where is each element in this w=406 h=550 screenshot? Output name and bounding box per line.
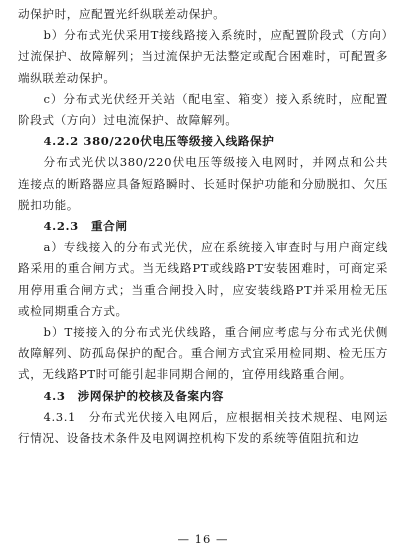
paragraph-continuation: 动保护时，应配置光纤纵联差动保护。 bbox=[18, 7, 226, 21]
paragraph-380-220-protection: 分布式光伏以380/220伏电压等级接入电网时，并网点和公共连接点的断路器应具备短路瞬时、长延时保护功能和分励脱扣、欠压脱扣功能。 bbox=[18, 155, 388, 212]
paragraph-reclosing-a: a）专线接入的分布式光伏，应在系统接入审查时与用户商定线路采用的重合闸方式。当无线路PT或线路PT安装困难时，可商定采用停用重合闸方式；当重合闸投入时，应安装线路PT并采用检无压或检同期重合方式。 bbox=[18, 240, 388, 318]
paragraph-item-c-switch-station: c）分布式光伏经开关站（配电室、箱变）接入系统时，应配置阶段式（方向）过电流保护、故障解列。 bbox=[18, 91, 388, 128]
paragraph-reclosing-b: b）T接接入的分布式光伏线路，重合闸应考虑与分布式光伏侧故障解列、防孤岛保护的配合。重合闸方式宜采用检同期、检无压方式，无线路PT时可能引起非同期合闸的，宜停用线路重合闸。 bbox=[18, 325, 388, 382]
page-number: — 16 — bbox=[177, 532, 229, 546]
section-heading-4-3: 4.3 涉网保护的校核及备案内容 bbox=[43, 388, 225, 403]
section-heading-4-2-3: 4.2.3 重合闸 bbox=[43, 219, 128, 234]
section-heading-4-2-2: 4.2.2 380/220伏电压等级接入线路保护 bbox=[43, 134, 275, 149]
paragraph-item-b-t-connection: b）分布式光伏采用T接线路接入系统时，应配置阶段式（方向）过流保护、故障解列；当过流保护无法整定或配合困难时，可配置多端纵联差动保护。 bbox=[18, 28, 388, 85]
paragraph-4-3-1: 4.3.1 分布式光伏接入电网后，应根据相关技术规程、电网运行情况、设备技术条件及电网调控机构下发的系统等值阻抗和边 bbox=[18, 409, 388, 446]
